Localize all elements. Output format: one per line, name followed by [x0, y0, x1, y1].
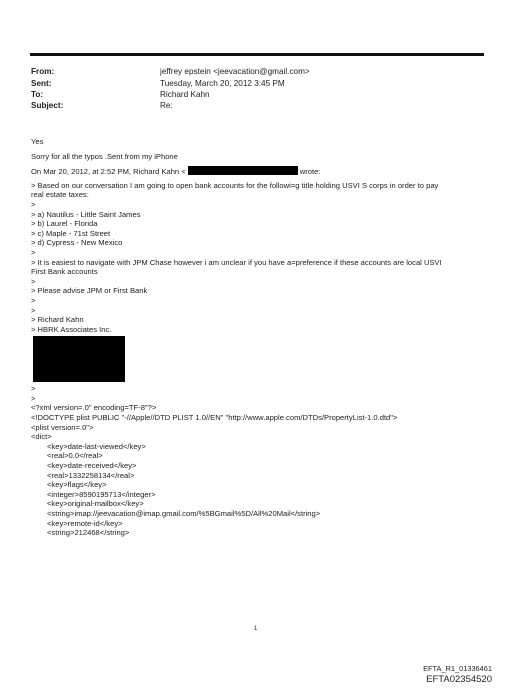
body-line: >	[31, 199, 36, 209]
plist-line: <plist version=.0">	[31, 422, 94, 432]
from-value: jeffrey epstein <jeevacation@gmail.com>	[160, 67, 310, 76]
body-line: > Please advise JPM or First Bank	[31, 286, 148, 296]
body-line: real estate taxes:	[31, 190, 89, 200]
body-line: >	[31, 276, 36, 286]
footer-id-primary: EFTA_R1_01336461	[423, 664, 492, 673]
body-line: Sorry for all the typos .Sent from my iPhone	[31, 151, 178, 161]
body-line: >	[31, 247, 36, 257]
plist-line: <key>date-last-viewed</key>	[47, 441, 146, 451]
quote-intro-wrote: wrote:	[299, 167, 321, 177]
body-line: > Based on our conversation I am going to open bank accounts for the followi=g title holding USVI S corps in order to pay	[31, 180, 439, 190]
redaction-box	[188, 166, 298, 175]
email-body	[31, 137, 491, 538]
body-line: >	[31, 384, 36, 394]
plist-line: <key>date-received</key>	[47, 461, 137, 471]
sent-value: Tuesday, March 20, 2012 3:45 PM	[160, 79, 285, 88]
body-line: > a) Nautilus - Little Saint James	[31, 209, 141, 219]
plist-line: <key>original-mailbox</key>	[47, 499, 144, 509]
to-label: To:	[31, 90, 44, 99]
quote-intro	[31, 166, 491, 176]
plist-line: <integer>8590195713</integer>	[47, 489, 156, 499]
subject-label: Subject:	[31, 101, 64, 110]
page-number: 1	[254, 626, 258, 632]
body-line: >	[31, 393, 36, 403]
body-line: > Richard Kahn	[31, 315, 84, 325]
body-line: > d) Cypress - New Mexico	[31, 238, 123, 248]
plist-line: <!DOCTYPE plist PUBLIC "-//Apple//DTD PLIST 1.0//EN" "http://www.apple.com/DTDs/PropertyList-1.0.dtd">	[31, 413, 398, 423]
footer-id-secondary: EFTA02354520	[426, 674, 492, 685]
plist-line: <real>0.0</real>	[47, 451, 103, 461]
body-line: >	[31, 295, 36, 305]
body-line: >	[31, 305, 36, 315]
sent-label: Sent:	[31, 79, 52, 88]
plist-line: <key>remote-id</key>	[47, 518, 123, 528]
plist-line: <string>imap://jeevacation@imap.gmail.com/%5BGmail%5D/All%20Mail</string>	[47, 509, 321, 518]
body-line: > c) Maple - 71st Street	[31, 228, 111, 238]
from-label: From:	[31, 67, 55, 76]
plist-line: <real>1332258134</real>	[47, 470, 135, 480]
header-rule	[30, 53, 484, 56]
plist-line: <?xml version=.0" encoding=TF-8"?>	[31, 403, 157, 413]
redaction-box	[33, 336, 125, 382]
quote-intro-text: On Mar 20, 2012, at 2:52 PM, Richard Kahn <	[31, 167, 186, 177]
body-line: > b) Laurel - Florida	[31, 219, 98, 229]
to-value: Richard Kahn	[160, 90, 210, 99]
body-line: > It is easiest to navigate with JPM Chase however i am unclear if you have a=preference if these accounts are local USVI	[31, 257, 442, 267]
plist-line: <key>flags</key>	[47, 480, 107, 490]
subject-value: Re:	[160, 101, 173, 110]
plist-line: <string>212468</string>	[47, 528, 130, 538]
body-line: Yes	[31, 137, 44, 146]
body-line: > HBRK Associates Inc.	[31, 324, 112, 334]
plist-line: <dict>	[31, 432, 52, 442]
body-line: First Bank accounts	[31, 267, 98, 277]
